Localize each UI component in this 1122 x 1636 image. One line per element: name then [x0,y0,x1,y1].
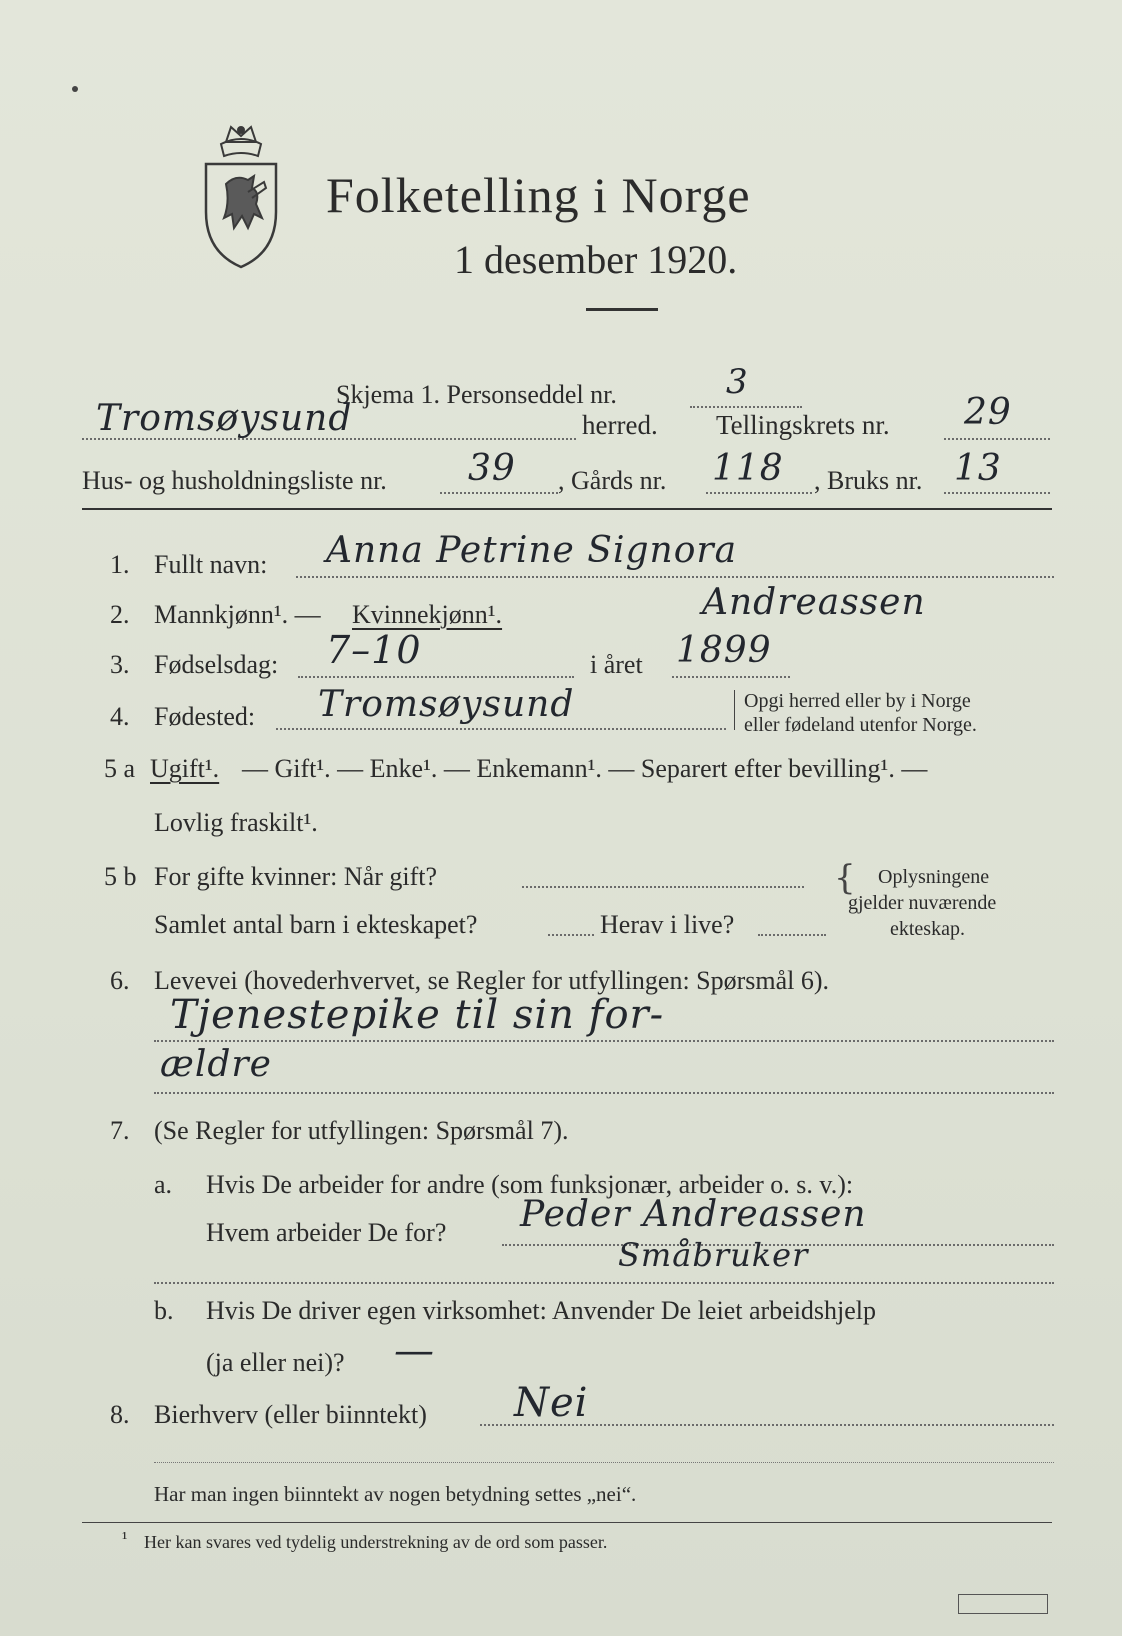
q4-number: 4. [110,702,130,731]
q5b-alive-label: Herav i live? [600,910,735,939]
gards-nr: 118 [712,448,784,489]
q7b-label-yes-no: (ja eller nei)? [206,1348,345,1377]
q5b-label: For gifte kvinner: Når gift? [154,862,438,891]
q1-value: Anna Petrine Signora [326,530,738,571]
q5a-unmarried-option: Ugift¹. [150,754,220,783]
q3-year-label: i året [590,650,643,679]
coat-of-arms-icon [196,122,286,272]
q7a-employer-label: Hvem arbeider De for? [206,1218,447,1247]
q3-year: 1899 [676,630,772,671]
q3-number: 3. [110,650,130,679]
personseddel-nr: 3 [726,362,749,402]
q5b-children-line [548,934,594,936]
gards-line [706,492,812,494]
tellingskrets-line [944,438,1050,440]
q8-label: Bierhverv (eller biinntekt) [154,1400,427,1429]
q1-line [296,576,1054,578]
q7b-letter: b. [154,1296,174,1325]
printer-stamp [958,1594,1048,1614]
q5b-number: 5 b [104,862,137,891]
q4-label: Fødested: [154,702,256,731]
q4-note-line2: eller fødeland utenfor Norge. [744,714,977,736]
tellingskrets-label: Tellingskrets nr. [716,410,890,440]
q5b-brace: { [834,858,856,898]
q4-value: Tromsøysund [318,684,575,725]
section-separator [82,508,1052,510]
q6-value-line2: ældre [160,1044,272,1085]
q8-number: 8. [110,1400,130,1429]
q7b-label: Hvis De driver egen virksomhet: Anvender De leiet arbeidshjelp [206,1296,877,1325]
hus-label: Hus- og husholdningsliste nr. [82,466,387,495]
q5a-other-options: — Gift¹. — Enke¹. — Enkemann¹. — Separert efter bevilling¹. — [242,754,928,783]
q7a-line2 [154,1282,1054,1284]
skjema-label: Skjema 1. Personseddel nr. [336,380,617,409]
title-divider [586,308,658,311]
q5a-number: 5 a [104,754,136,783]
q2-female-option: Kvinnekjønn¹. [352,600,503,629]
q3-value: 7–10 [326,628,422,672]
q4-note-line1: Opgi herred eller by i Norge [744,690,971,712]
footnote-mark: ¹ [122,1528,128,1548]
q7a-value-continued: Småbruker [618,1236,809,1274]
q7a-letter: a. [154,1170,173,1199]
form-title: Folketelling i Norge [326,167,751,223]
q3-year-line [672,676,790,678]
q5b-children-label: Samlet antal barn i ekteskapet? [154,910,478,939]
q3-line [298,676,574,678]
q6-line2 [154,1092,1054,1094]
bruks-nr: 13 [954,448,1002,489]
q6-value-line1: Tjenestepike til sin for- [170,992,665,1038]
form-date: 1 desember 1920. [454,237,738,282]
q5b-married-line [522,886,804,888]
q1-label: Fullt navn: [154,550,268,579]
q7b-value: — [394,1328,435,1374]
tellingskrets-nr: 29 [964,392,1012,433]
q7a-value: Peder Andreassen [520,1194,867,1235]
q5b-note-line2: gjelder nuværende [848,892,997,914]
gards-label: , Gårds nr. [558,466,667,495]
q2-male-option: Mannkjønn¹. — [154,600,321,629]
hus-nr: 39 [468,448,516,489]
q4-bracket [734,690,739,730]
q1-number: 1. [110,550,130,579]
q7-label: (Se Regler for utfyllingen: Spørsmål 7). [154,1116,569,1145]
q3-label: Fødselsdag: [154,650,279,679]
note-separator [154,1462,1054,1463]
q5b-note-line3: ekteskap. [890,918,965,940]
herred-label: herred. [582,410,658,440]
q7a-label: Hvis De arbeider for andre (som funksjonær, arbeider o. s. v.): [206,1170,854,1199]
herred-value: Tromsøysund [96,398,353,439]
q4-line [276,728,726,730]
footnote-text: Her kan svares ved tydelig understrekning av de ord som passer. [144,1532,608,1552]
footnote-separator [82,1522,1052,1523]
q6-label: Levevei (hovederhvervet, se Regler for utfyllingen: Spørsmål 6). [154,966,830,995]
q7-number: 7. [110,1116,130,1145]
hus-line [440,492,558,494]
q6-line1 [154,1040,1054,1042]
q6-number: 6. [110,966,130,995]
q8-value: Nei [514,1380,589,1426]
q1-value-continued: Andreassen [702,582,926,623]
q5b-note-line1: Oplysningene [878,866,990,888]
footer-note: Har man ingen biinntekt av nogen betydning settes „nei“. [154,1482,637,1506]
bruks-line [944,492,1050,494]
ink-dot [72,86,78,92]
q5a-divorced-option: Lovlig fraskilt¹. [154,808,318,837]
q2-number: 2. [110,600,130,629]
q5b-alive-line [758,934,826,936]
personseddel-line [690,406,802,408]
bruks-label: , Bruks nr. [814,466,923,495]
